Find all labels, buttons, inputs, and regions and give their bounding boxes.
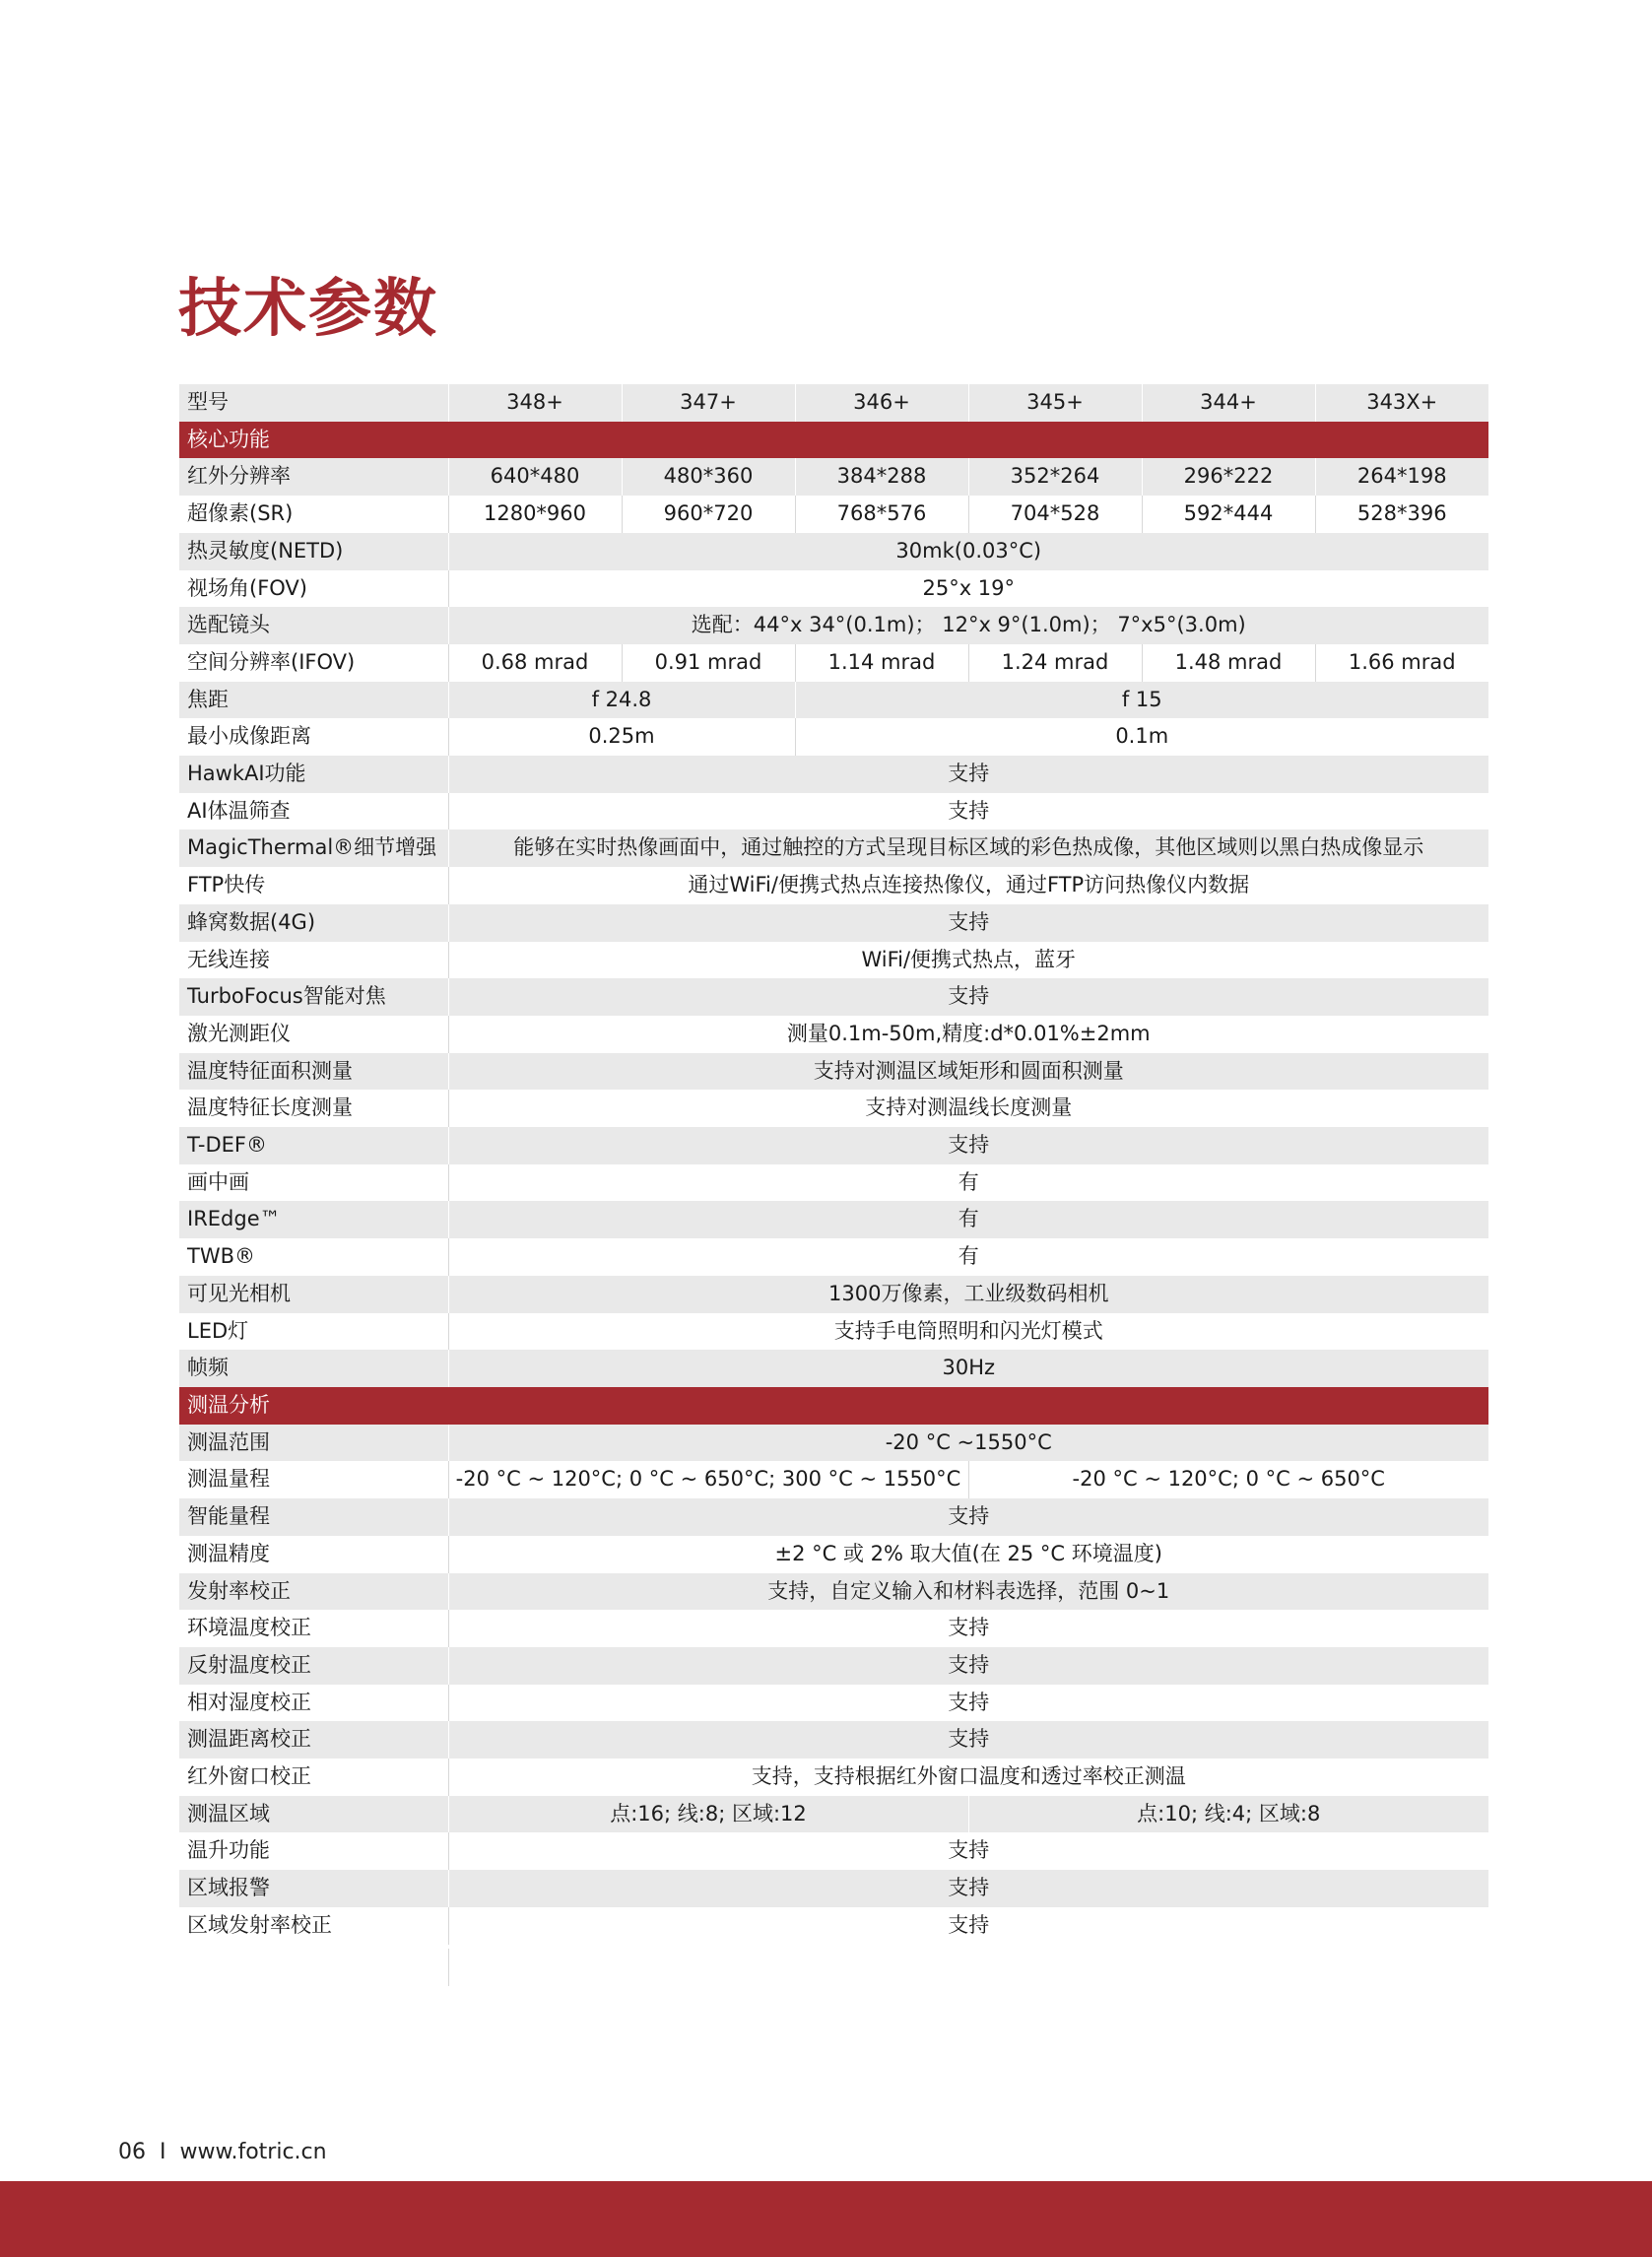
model-name: 344+ [1142, 384, 1315, 422]
spec-row [179, 904, 1488, 942]
spec-row [179, 1164, 1488, 1202]
spec-row [179, 1907, 1488, 1945]
spec-value: WiFi/便携式热点，蓝牙 [448, 942, 1488, 979]
spec-value: 支持对测温线长度测量 [448, 1090, 1488, 1127]
spec-label: 红外分辨率 [179, 458, 448, 496]
model-name: 347+ [622, 384, 795, 422]
spec-row [179, 682, 1488, 719]
spec-value: 1.14 mrad [795, 644, 968, 682]
spec-label: HawkAI功能 [179, 756, 448, 793]
spec-row [179, 570, 1488, 608]
section-header [179, 422, 1488, 459]
spec-value: 704*528 [968, 496, 1142, 533]
spec-value: 30mk(0.03°C) [448, 533, 1488, 570]
spec-value: 30Hz [448, 1350, 1488, 1387]
spec-value: 0.91 mrad [622, 644, 795, 682]
spec-row [179, 942, 1488, 979]
spec-value: 0.68 mrad [448, 644, 622, 682]
spec-row [179, 1053, 1488, 1091]
spec-label: 选配镜头 [179, 607, 448, 644]
spec-value: 支持 [448, 978, 1488, 1016]
spec-row [179, 1832, 1488, 1870]
spec-value: 1.48 mrad [1142, 644, 1315, 682]
spec-value: 1280*960 [448, 496, 622, 533]
spec-row [179, 867, 1488, 904]
spec-label: 空间分辨率(IFOV) [179, 644, 448, 682]
bottom-brand-bar [0, 2181, 1652, 2257]
spec-row [179, 978, 1488, 1016]
spec-table [179, 384, 1488, 1945]
spec-row [179, 793, 1488, 830]
page-number: 06 [118, 2140, 146, 2164]
model-name: 343X+ [1315, 384, 1488, 422]
spec-value: 支持 [448, 1870, 1488, 1907]
spec-value: 0.25m [448, 718, 795, 756]
spec-label: 相对湿度校正 [179, 1685, 448, 1722]
spec-value: 测量0.1m-50m,精度:d*0.01%±2mm [448, 1016, 1488, 1053]
spec-value: 支持 [448, 1907, 1488, 1945]
spec-label: 反射温度校正 [179, 1647, 448, 1685]
spec-value: 384*288 [795, 458, 968, 496]
spec-row [179, 1498, 1488, 1536]
spec-label: 温升功能 [179, 1832, 448, 1870]
spec-value: 25°x 19° [448, 570, 1488, 608]
spec-label: 蜂窝数据(4G) [179, 904, 448, 942]
spec-value: f 24.8 [448, 682, 795, 719]
spec-label: LED灯 [179, 1313, 448, 1351]
spec-value: 480*360 [622, 458, 795, 496]
spec-value: 支持 [448, 1721, 1488, 1759]
spec-row [179, 1759, 1488, 1796]
spec-label: 焦距 [179, 682, 448, 719]
spec-value: ±2 °C 或 2% 取大值(在 25 °C 环境温度) [448, 1536, 1488, 1573]
section-header [179, 1387, 1488, 1425]
spec-value: 640*480 [448, 458, 622, 496]
spec-value: 296*222 [1142, 458, 1315, 496]
spec-row [179, 1127, 1488, 1164]
spec-value: 支持 [448, 1647, 1488, 1685]
spec-label: 环境温度校正 [179, 1610, 448, 1647]
footer-url: www.fotric.cn [179, 2140, 327, 2164]
spec-value: 有 [448, 1201, 1488, 1238]
spec-value: 0.1m [795, 718, 1488, 756]
spec-label: 无线连接 [179, 942, 448, 979]
footer-separator: I [160, 2140, 166, 2164]
spec-value: 1300万像素，工业级数码相机 [448, 1276, 1488, 1313]
spec-row [179, 458, 1488, 496]
spec-value: 960*720 [622, 496, 795, 533]
spec-value: f 15 [795, 682, 1488, 719]
spec-value: 支持 [448, 1832, 1488, 1870]
spec-value: 264*198 [1315, 458, 1488, 496]
spec-row [179, 1016, 1488, 1053]
spec-value: 通过WiFi/便携式热点连接热像仪，通过FTP访问热像仪内数据 [448, 867, 1488, 904]
spec-row [179, 1276, 1488, 1313]
spec-row [179, 756, 1488, 793]
footer [118, 2140, 327, 2164]
spec-value: 支持 [448, 1498, 1488, 1536]
spec-label: 热灵敏度(NETD) [179, 533, 448, 570]
spec-value: -20 °C ~1550°C [448, 1425, 1488, 1462]
spec-row [179, 718, 1488, 756]
spec-row [179, 1425, 1488, 1462]
spec-label: AI体温筛查 [179, 793, 448, 830]
spec-row [179, 607, 1488, 644]
spec-label: 测温距离校正 [179, 1721, 448, 1759]
model-name: 348+ [448, 384, 622, 422]
spec-label: 区域发射率校正 [179, 1907, 448, 1945]
spec-label: 视场角(FOV) [179, 570, 448, 608]
model-name: 345+ [968, 384, 1142, 422]
spec-value: 支持，自定义输入和材料表选择，范围 0~1 [448, 1573, 1488, 1611]
header-label: 型号 [179, 384, 448, 422]
spec-value: 支持 [448, 793, 1488, 830]
spec-value: 352*264 [968, 458, 1142, 496]
spec-value: 有 [448, 1164, 1488, 1202]
model-name: 346+ [795, 384, 968, 422]
column-divider-tail [448, 1949, 449, 1986]
spec-label: 测温量程 [179, 1461, 448, 1498]
spec-label: 激光测距仪 [179, 1016, 448, 1053]
spec-value: 支持 [448, 1685, 1488, 1722]
spec-row [179, 1461, 1488, 1498]
spec-row [179, 1238, 1488, 1276]
spec-value: -20 °C ~ 120°C; 0 °C ~ 650°C; 300 °C ~ 1550°C [448, 1461, 968, 1498]
table-header-row [179, 384, 1488, 422]
spec-label: 最小成像距离 [179, 718, 448, 756]
spec-label: 测温范围 [179, 1425, 448, 1462]
spec-label: TWB® [179, 1238, 448, 1276]
spec-label: 可见光相机 [179, 1276, 448, 1313]
spec-label: 红外窗口校正 [179, 1759, 448, 1796]
spec-row [179, 1313, 1488, 1351]
spec-value: 支持手电筒照明和闪光灯模式 [448, 1313, 1488, 1351]
spec-value: 1.24 mrad [968, 644, 1142, 682]
spec-row [179, 1796, 1488, 1833]
spec-label: 温度特征长度测量 [179, 1090, 448, 1127]
spec-value: 有 [448, 1238, 1488, 1276]
spec-row [179, 1090, 1488, 1127]
spec-value: 528*396 [1315, 496, 1488, 533]
spec-value: 支持 [448, 1610, 1488, 1647]
spec-row [179, 1685, 1488, 1722]
spec-value: -20 °C ~ 120°C; 0 °C ~ 650°C [968, 1461, 1488, 1498]
spec-value: 1.66 mrad [1315, 644, 1488, 682]
spec-label: 画中画 [179, 1164, 448, 1202]
spec-value: 支持，支持根据红外窗口温度和透过率校正测温 [448, 1759, 1488, 1796]
spec-value: 592*444 [1142, 496, 1315, 533]
spec-label: 温度特征面积测量 [179, 1053, 448, 1091]
spec-row [179, 1647, 1488, 1685]
spec-value: 点:10; 线:4; 区域:8 [968, 1796, 1488, 1833]
spec-row [179, 533, 1488, 570]
spec-label: 测温精度 [179, 1536, 448, 1573]
spec-label: IREdge™ [179, 1201, 448, 1238]
spec-row [179, 1536, 1488, 1573]
spec-value: 选配：44°x 34°(0.1m)； 12°x 9°(1.0m)； 7°x5°(3.0m) [448, 607, 1488, 644]
spec-row [179, 1721, 1488, 1759]
spec-row [179, 830, 1488, 867]
spec-label: 区域报警 [179, 1870, 448, 1907]
spec-label: T-DEF® [179, 1127, 448, 1164]
spec-row [179, 496, 1488, 533]
spec-value: 768*576 [795, 496, 968, 533]
spec-label: MagicThermal®细节增强 [179, 830, 448, 867]
spec-value: 支持对测温区域矩形和圆面积测量 [448, 1053, 1488, 1091]
spec-value: 支持 [448, 904, 1488, 942]
section-title: 核心功能 [179, 422, 1488, 459]
section-title: 测温分析 [179, 1387, 1488, 1425]
spec-value: 支持 [448, 1127, 1488, 1164]
spec-label: 智能量程 [179, 1498, 448, 1536]
spec-label: 超像素(SR) [179, 496, 448, 533]
spec-row [179, 1870, 1488, 1907]
spec-row [179, 1201, 1488, 1238]
spec-row [179, 1350, 1488, 1387]
spec-value: 支持 [448, 756, 1488, 793]
spec-row [179, 1610, 1488, 1647]
spec-label: FTP快传 [179, 867, 448, 904]
spec-row [179, 1573, 1488, 1611]
spec-label: 发射率校正 [179, 1573, 448, 1611]
spec-row [179, 644, 1488, 682]
spec-value: 点:16; 线:8; 区域:12 [448, 1796, 968, 1833]
spec-value: 能够在实时热像画面中，通过触控的方式呈现目标区域的彩色热成像，其他区域则以黑白热成像显示 [448, 830, 1488, 867]
spec-label: 测温区域 [179, 1796, 448, 1833]
spec-label: TurboFocus智能对焦 [179, 978, 448, 1016]
page-title: 技术参数 [178, 273, 438, 346]
spec-label: 帧频 [179, 1350, 448, 1387]
